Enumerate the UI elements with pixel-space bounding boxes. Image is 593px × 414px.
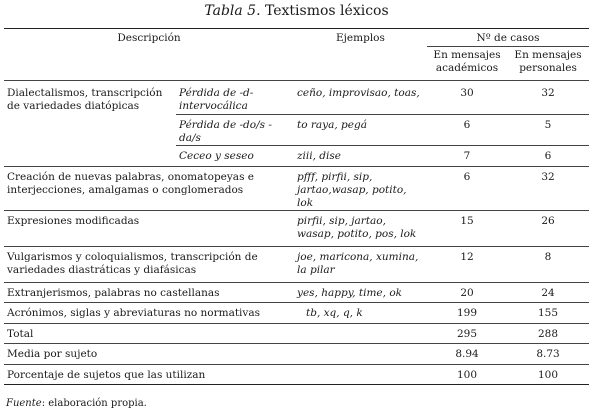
caption-title: Textismos léxicos — [265, 3, 389, 19]
table-row — [4, 303, 589, 324]
porcentaje-personales: 100 — [538, 369, 559, 381]
row-examples: ceño, improvisao, toas, — [294, 81, 427, 115]
header-casos: Nº de casos — [427, 29, 589, 47]
row-desc: Vulgarismos y coloquialismos, transcripción de variedades diastráticas y diafásicas — [7, 251, 258, 276]
total-label: Total — [7, 328, 34, 340]
row-desc: Extranjerismos, palabras no castellanas — [7, 287, 220, 299]
row-academicos: 7 — [463, 150, 471, 162]
source-label: Fuente — [6, 398, 42, 409]
table-row — [4, 247, 589, 283]
porcentaje-label: Porcentaje de sujetos que las utilizan — [7, 369, 206, 381]
total-academicos: 295 — [456, 328, 478, 340]
header-personales: En mensajes personales — [514, 49, 582, 74]
header-row-2 — [4, 47, 589, 81]
row-desc: Acrónimos, siglas y abreviaturas no normativas — [7, 307, 260, 319]
row-sub: Ceceo y seseo — [179, 150, 254, 162]
row-academicos: 20 — [460, 287, 474, 299]
header-academicos: En mensajes académicos — [433, 49, 501, 74]
textismos-table — [4, 28, 589, 385]
table-row — [4, 167, 589, 211]
total-personales: 288 — [538, 328, 559, 340]
media-academicos: 8.94 — [455, 348, 479, 360]
row-examples: tb, xq, q, k — [306, 307, 363, 319]
media-personales: 8.73 — [536, 348, 560, 360]
row-academicos: 199 — [456, 307, 478, 319]
total-row — [4, 324, 589, 344]
row-personales: 26 — [541, 215, 555, 227]
row-personales: 5 — [507, 115, 589, 146]
table-source — [6, 398, 147, 409]
row-examples: yes, happy, time, ok — [297, 287, 403, 299]
caption-label: Tabla 5. — [204, 3, 261, 19]
row-examples: pirfii, sip, jartao, wasap, potito, pos, lok — [297, 215, 417, 240]
media-label: Media por sujeto — [7, 348, 98, 360]
row-examples: joe, maricona, xumina, la pilar — [297, 251, 419, 276]
row-examples: ziii, dise — [297, 150, 341, 162]
header-row-1 — [4, 29, 589, 47]
media-row — [4, 344, 589, 365]
row-personales: 32 — [507, 81, 589, 115]
row-personales: 8 — [544, 251, 552, 263]
row-academicos: 6 — [463, 171, 471, 183]
row-academicos: 15 — [460, 215, 474, 227]
porcentaje-row — [4, 365, 589, 385]
row-examples: pfff, pirfii, sip, jartao,wasap, potito, lok — [297, 171, 407, 209]
header-descripcion: Descripción — [117, 32, 181, 44]
row-sub: Pérdida de -do/s -da/s — [176, 115, 294, 146]
row-personales: 6 — [544, 150, 552, 162]
table-caption — [0, 3, 593, 19]
row-academicos: 6 — [427, 115, 507, 146]
row-academicos: 30 — [427, 81, 507, 115]
header-ejemplos: Ejemplos — [336, 32, 385, 44]
row-academicos: 12 — [460, 251, 474, 263]
table-row — [4, 283, 589, 303]
source-text: : elaboración propia. — [41, 398, 147, 409]
porcentaje-academicos: 100 — [456, 369, 478, 381]
row-examples: to raya, pegá — [294, 115, 427, 146]
row-personales: 24 — [541, 287, 555, 299]
row-personales: 32 — [541, 171, 555, 183]
table-row — [4, 211, 589, 247]
row-sub: Pérdida de -d- intervocálica — [176, 81, 294, 115]
row-desc: Expresiones modificadas — [7, 215, 140, 227]
row-desc: Dialectalismos, transcripción de variedades diatópicas — [7, 87, 163, 112]
table-row — [4, 81, 589, 115]
row-personales: 155 — [538, 307, 559, 319]
row-desc: Creación de nuevas palabras, onomatopeyas e interjecciones, amalgamas o conglomerados — [7, 171, 255, 196]
